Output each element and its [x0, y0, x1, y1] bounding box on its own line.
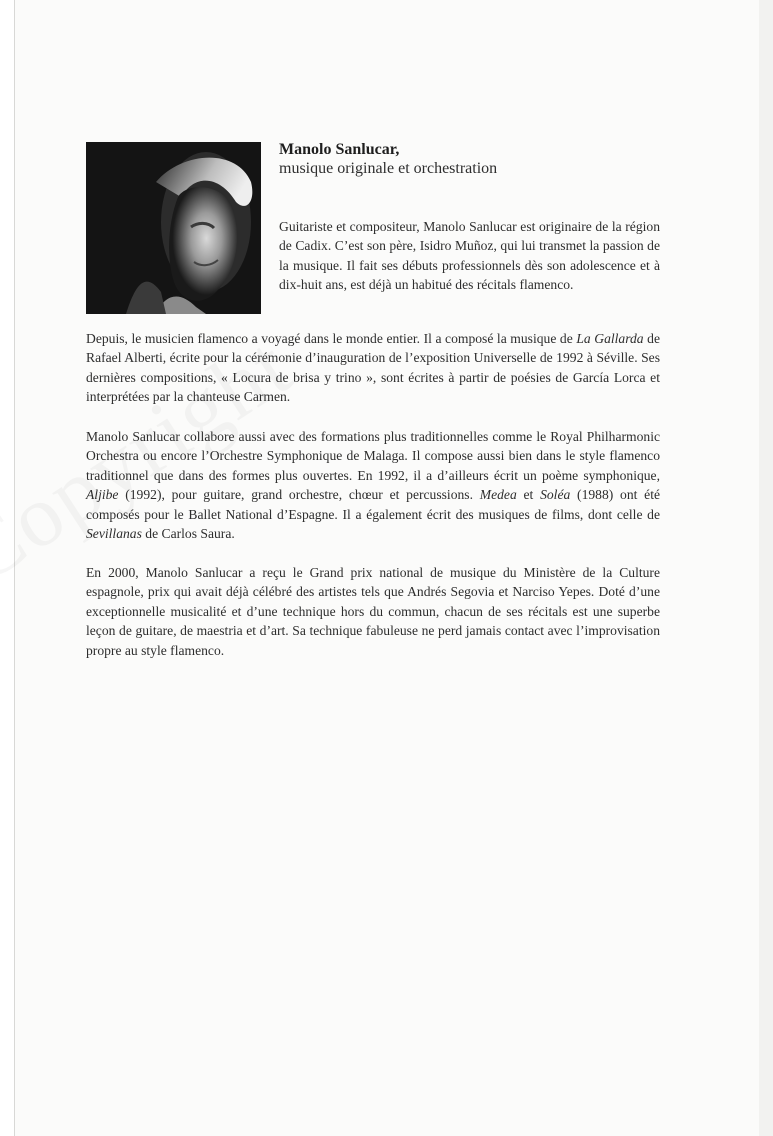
- work-title: Medea: [479, 487, 517, 503]
- text-run: de Rafael Alberti, écrite pour la cérémonie d’inauguration de l’exposition Universelle de 1992 à Séville. Ses dernières compositions, « Locura de brisa y trino », sont écrites à partir de poésies de García Lorca et interprétées par la chanteuse Carmen.: [86, 331, 660, 405]
- work-title: Soléa: [540, 487, 571, 503]
- scan-edge: [759, 0, 773, 1136]
- work-title: Aljibe: [86, 487, 119, 503]
- bio-paragraph-4: En 2000, Manolo Sanlucar a reçu le Grand prix national de musique du Ministère de la Culture espagnole, prix qui avait déjà célébré des artistes tels que Andrés Segovia et Narciso Yepes. Doté d’une exceptionnelle musicalité et d’une technique hors du commun, chacun de ses récitals est une superbe leçon de guitare, de maestria et d’art. Sa technique fabuleuse ne perd jamais contact avec l’improvisation propre au style flamenco.: [86, 565, 660, 658]
- text-run: de Carlos Saura.: [141, 526, 235, 542]
- artist-role: musique originale et orchestration: [279, 160, 498, 177]
- work-title: Sevillanas: [86, 526, 142, 542]
- bio-paragraph-3: [86, 427, 660, 543]
- portrait-photo: [86, 142, 261, 314]
- bio-paragraph-1: Guitariste et compositeur, Manolo Sanlucar est originaire de la région de Cadix. C’est son père, Isidro Muñoz, qui lui transmet la passion de la musique. Il fait ses débuts professionnels dès son adolescence et à dix-huit ans, est déjà un habitué des récitals flamenco.: [279, 219, 660, 293]
- work-title: La Gallarda: [576, 331, 644, 346]
- text-run: (1992), pour guitare, grand orchestre, chœur et percussions.: [118, 487, 480, 503]
- text-run: (1988) ont été composés pour le Ballet National d’Espagne. Il a également écrit des musiques de films, dont celle de: [86, 487, 661, 522]
- text-run: Manolo Sanlucar collabore aussi avec des formations plus traditionnelles comme le Royal Philharmonic Orchestra ou encore l’Orchestre Symphonique de Malaga. Il compose aussi bien dans le style flamenco traditionnel que dans des formes plus ouvertes. En 1992, il a d’ailleurs écrit un poème symphonique,: [86, 429, 660, 483]
- bio-paragraph-2: [86, 329, 660, 407]
- text-run: et: [516, 487, 541, 503]
- text-run: Depuis, le musicien flamenco a voyagé dans le monde entier. Il a composé la musique de: [86, 331, 577, 346]
- artist-name: Manolo Sanlucar,: [279, 141, 400, 158]
